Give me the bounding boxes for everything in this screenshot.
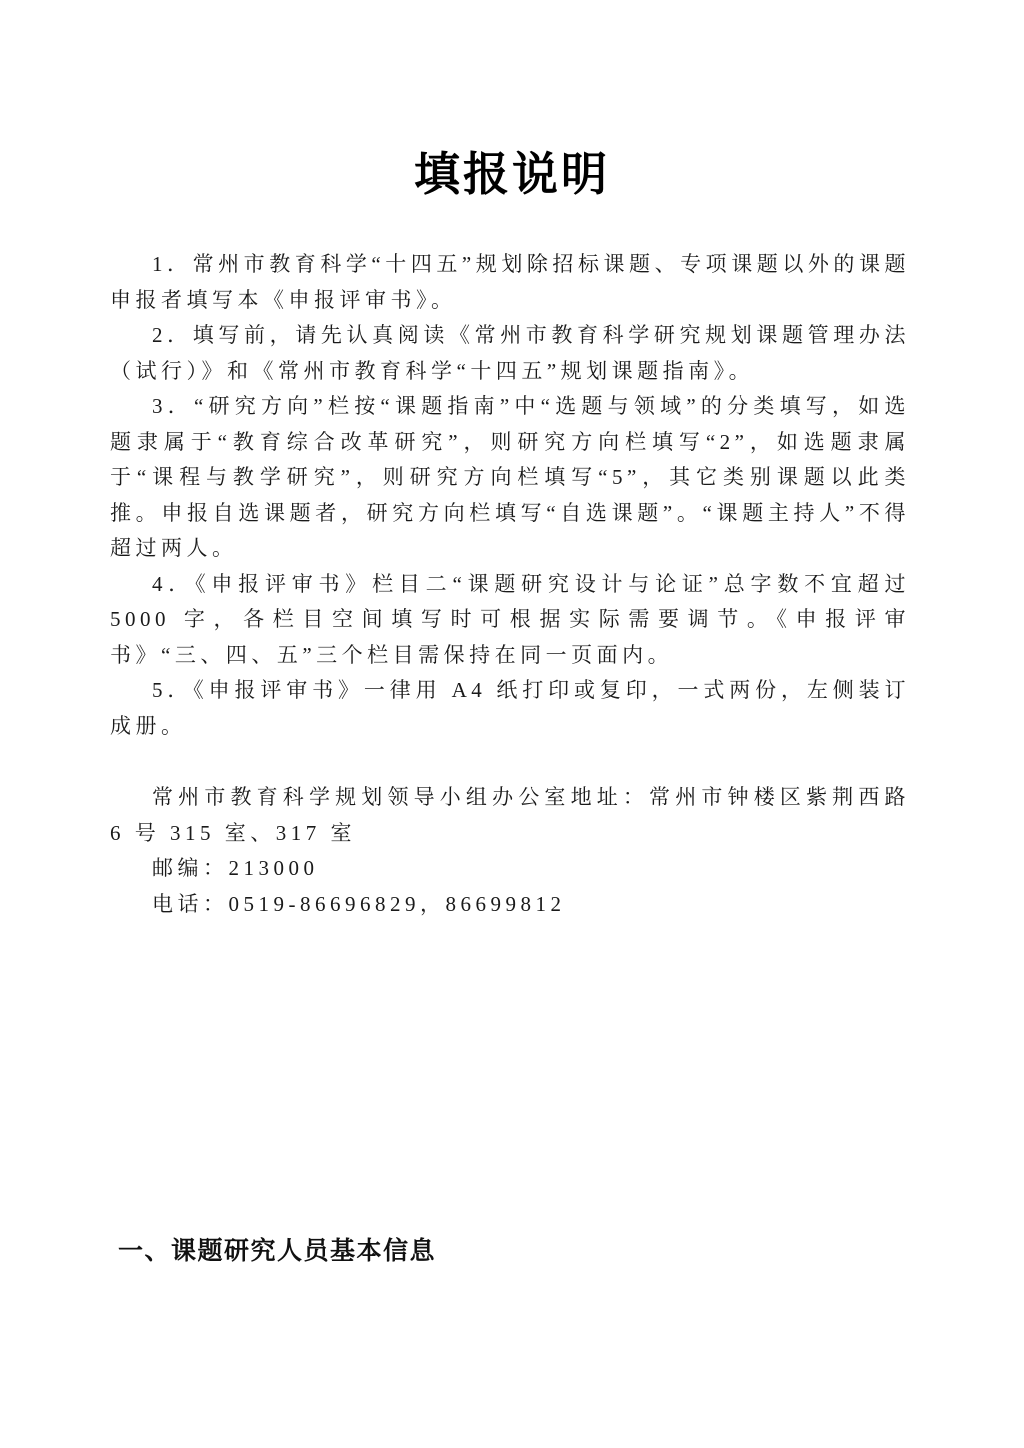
instruction-item-2: 2．填写前，请先认真阅读《常州市教育科学研究规划课题管理办法（试行）》和《常州市教育科学“十四五”规划课题指南》。 (110, 323, 910, 383)
instruction-item-5: 5．《申报评审书》一律用 A4 纸打印或复印，一式两份，左侧装订成册。 (110, 678, 910, 738)
instruction-item-3: 3．“研究方向”栏按“课题指南”中“选题与领域”的分类填写，如选题隶属于“教育综合改革研究”，则研究方向栏填写“2”，如选题隶属于“课程与教学研究”，则研究方向栏填写“5”，其它类别课题以此类推。申报自选课题者，研究方向栏填写“自选课题”。“课题主持人”不得超过两人。 (110, 394, 910, 560)
instruction-item-1: 1．常州市教育科学“十四五”规划除招标课题、专项课题以外的课题申报者填写本《申报评审书》。 (110, 252, 910, 312)
section-heading-researcher-info: 一、课题研究人员基本信息 (118, 1238, 437, 1265)
instruction-item-4: 4．《申报评审书》栏目二“课题研究设计与论证”总字数不宜超过 5000 字，各栏目空间填写时可根据实际需要调节。《申报评审书》“三、四、五”三个栏目需保持在同一页面内。 (110, 571, 910, 667)
contact-phone: 电话：0519-86696829，86699812 (152, 891, 566, 916)
page-title: 填报说明 (414, 149, 610, 200)
instructions-body (110, 247, 910, 922)
contact-address: 常州市教育科学规划领导小组办公室地址：常州市钟楼区紫荆西路 6 号 315 室、317 室 (110, 785, 910, 845)
contact-postcode: 邮编：213000 (152, 856, 319, 880)
contact-block (110, 780, 910, 922)
